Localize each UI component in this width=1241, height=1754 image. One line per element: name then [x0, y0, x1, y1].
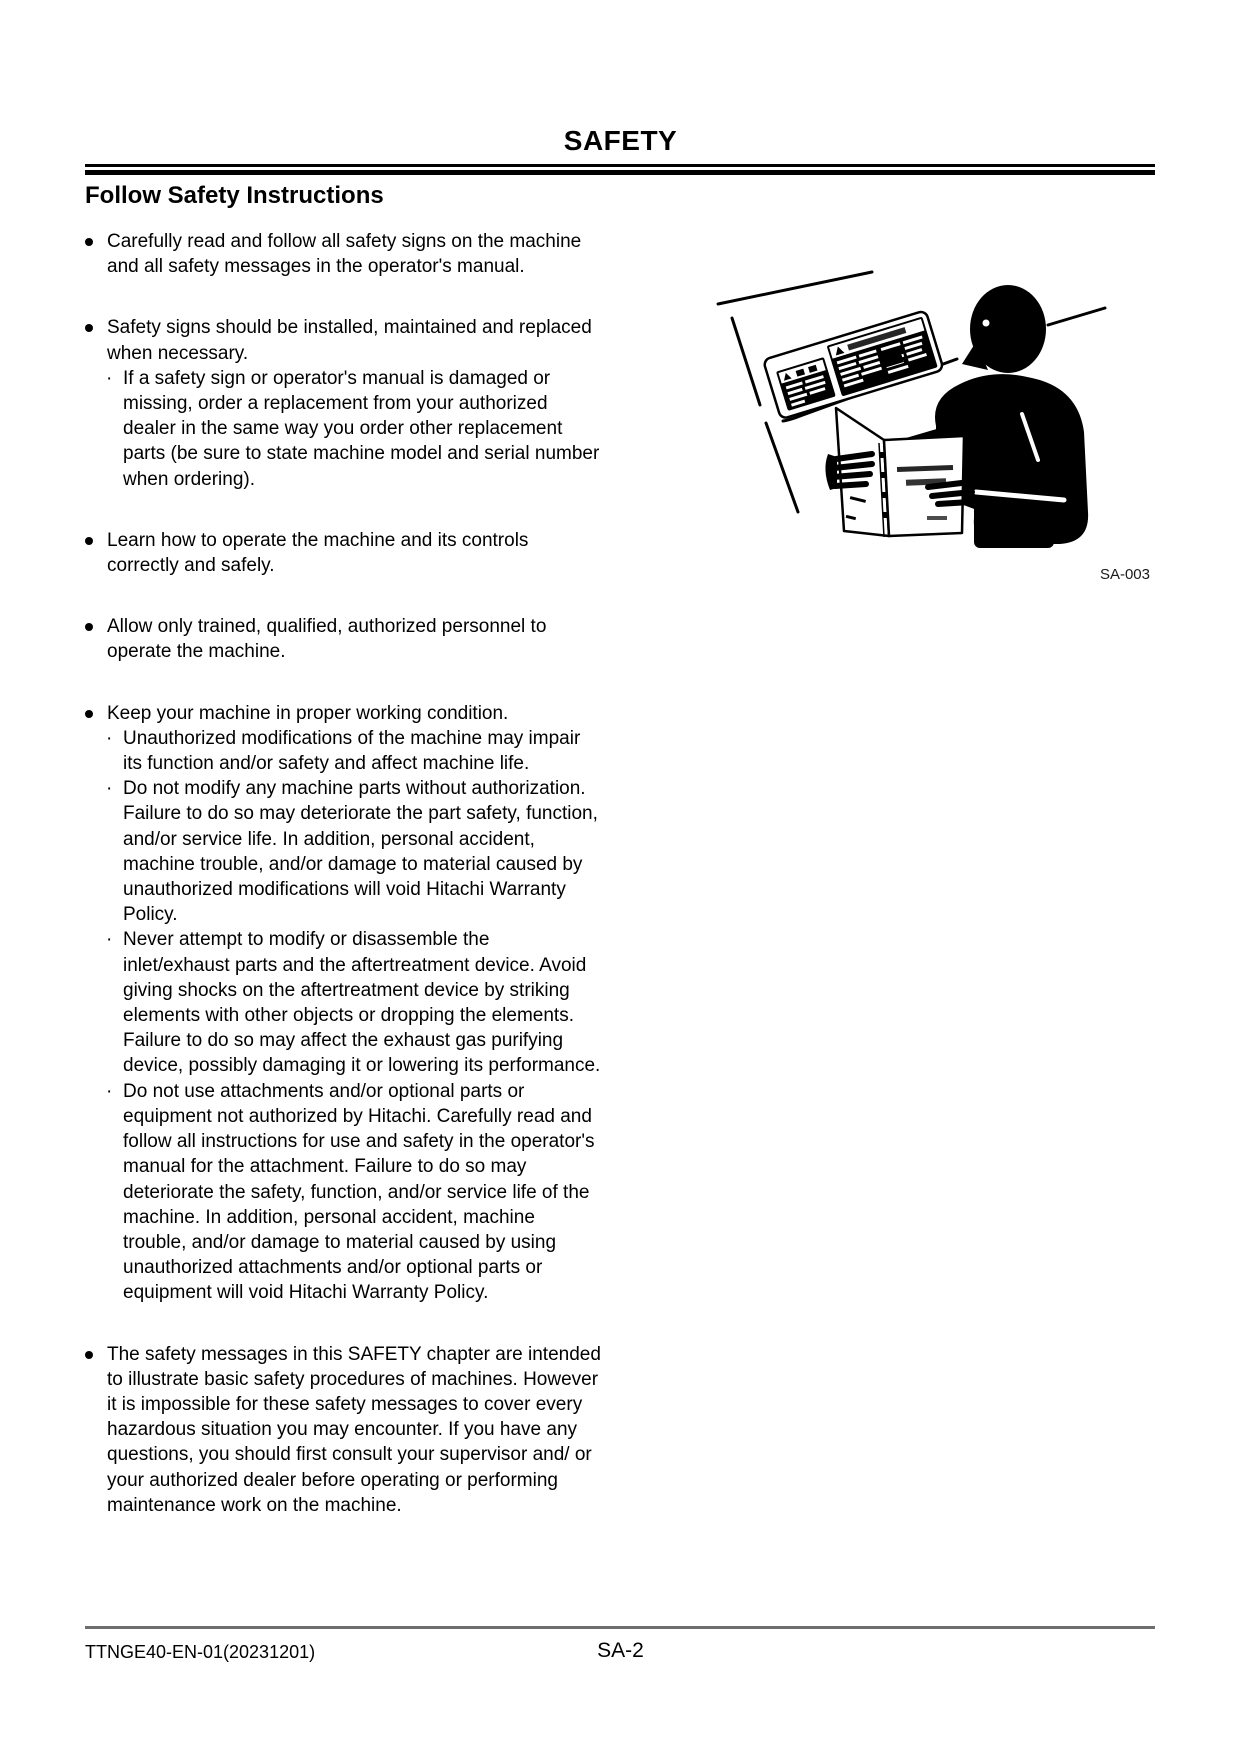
sub-bullet-text: Do not modify any machine parts without authorization. Failure to do so may deteriorate the part safety, function, and/or service life. In addition, personal accident, machine trouble, and/or damage to material caused by unauthorized modifications will void Hitachi Warranty Policy. — [123, 778, 598, 926]
footer-page-number: SA-2 — [597, 1639, 644, 1662]
figure-read-manual-illustration — [640, 240, 1160, 570]
sub-list-item — [85, 776, 601, 927]
list-item — [85, 229, 601, 279]
bullet-text: Safety signs should be installed, maintained and replaced when necessary. — [107, 317, 592, 364]
bullet-marker — [85, 1351, 93, 1359]
bullet-text: Allow only trained, qualified, authorized personnel to operate the machine. — [107, 616, 547, 663]
footer-divider — [85, 1626, 1155, 1629]
sub-bullet-marker: · — [106, 929, 113, 951]
bullet-marker — [85, 324, 93, 332]
safety-instructions-list — [85, 229, 601, 1554]
bullet-marker — [85, 623, 93, 631]
sub-bullet-text: If a safety sign or operator's manual is damaged or missing, order a replacement from your authorized dealer in the same way you order other replacement parts (be sure to state machine model and serial number when ordering). — [123, 367, 600, 490]
bullet-text: The safety messages in this SAFETY chapter are intended to illustrate basic safety procedures of machines. However it is impossible for these safety messages to cover every hazardous situation you may encounter. If you have any questions, you should first consult your supervisor and/ or your authorized dealer before operating or performing maintenance work on the machine. — [107, 1343, 601, 1516]
bullet-marker — [85, 710, 93, 718]
warning-labels — [763, 310, 944, 419]
list-item — [85, 614, 601, 664]
sub-bullet-marker: · — [106, 367, 113, 389]
list-item — [85, 1342, 601, 1518]
sub-list-item — [85, 927, 601, 1078]
sub-list-item — [85, 366, 601, 492]
sub-bullet-marker: · — [106, 727, 113, 749]
sub-bullet-text: Unauthorized modifications of the machine may impair its function and/or safety and affect machine life. — [123, 727, 581, 775]
sub-list-item — [85, 726, 601, 776]
list-item — [85, 701, 601, 1306]
person-left-hand — [825, 454, 837, 490]
bullet-text: Learn how to operate the machine and its controls correctly and safely. — [107, 529, 529, 577]
sub-list-item — [85, 1079, 601, 1306]
list-item — [85, 315, 601, 491]
bullet-text: Keep your machine in proper working condition. — [107, 702, 509, 724]
sub-bullet-text: Never attempt to modify or disassemble the inlet/exhaust parts and the aftertreatment device. Avoid giving shocks on the aftertreatment device by striking elements with other objects or dropping the elements. Failure to do so may affect the exhaust gas purifying device, possibly damaging it or lowering its performance. — [123, 929, 601, 1077]
sub-bullet-marker: · — [106, 1080, 113, 1102]
bullet-marker — [85, 238, 93, 246]
section-title: Follow Safety Instructions — [85, 182, 384, 209]
list-item — [85, 528, 601, 578]
page-title: SAFETY — [563, 125, 678, 156]
figure-caption: SA-003 — [1099, 566, 1150, 583]
footer-document-number: TTNGE40-EN-01(20231201) — [85, 1642, 316, 1662]
sub-bullet-marker: · — [106, 778, 113, 800]
bullet-text: Carefully read and follow all safety signs on the machine and all safety messages in the operator's manual. — [107, 231, 582, 278]
sub-bullet-text: Do not use attachments and/or optional parts or equipment not authorized by Hitachi. Carefully read and follow all instructions for use and safety in the operator's manual for the attachment. Failure to do so may deteriorate the safety, function, and/or service life of the machine. In addition, personal accident, machine trouble, and/or damage to material caused by using unauthorized attachments and/or optional parts or equipment will void Hitachi Warranty Policy. — [123, 1080, 595, 1304]
header-divider — [85, 164, 1155, 175]
bullet-marker — [85, 537, 93, 545]
